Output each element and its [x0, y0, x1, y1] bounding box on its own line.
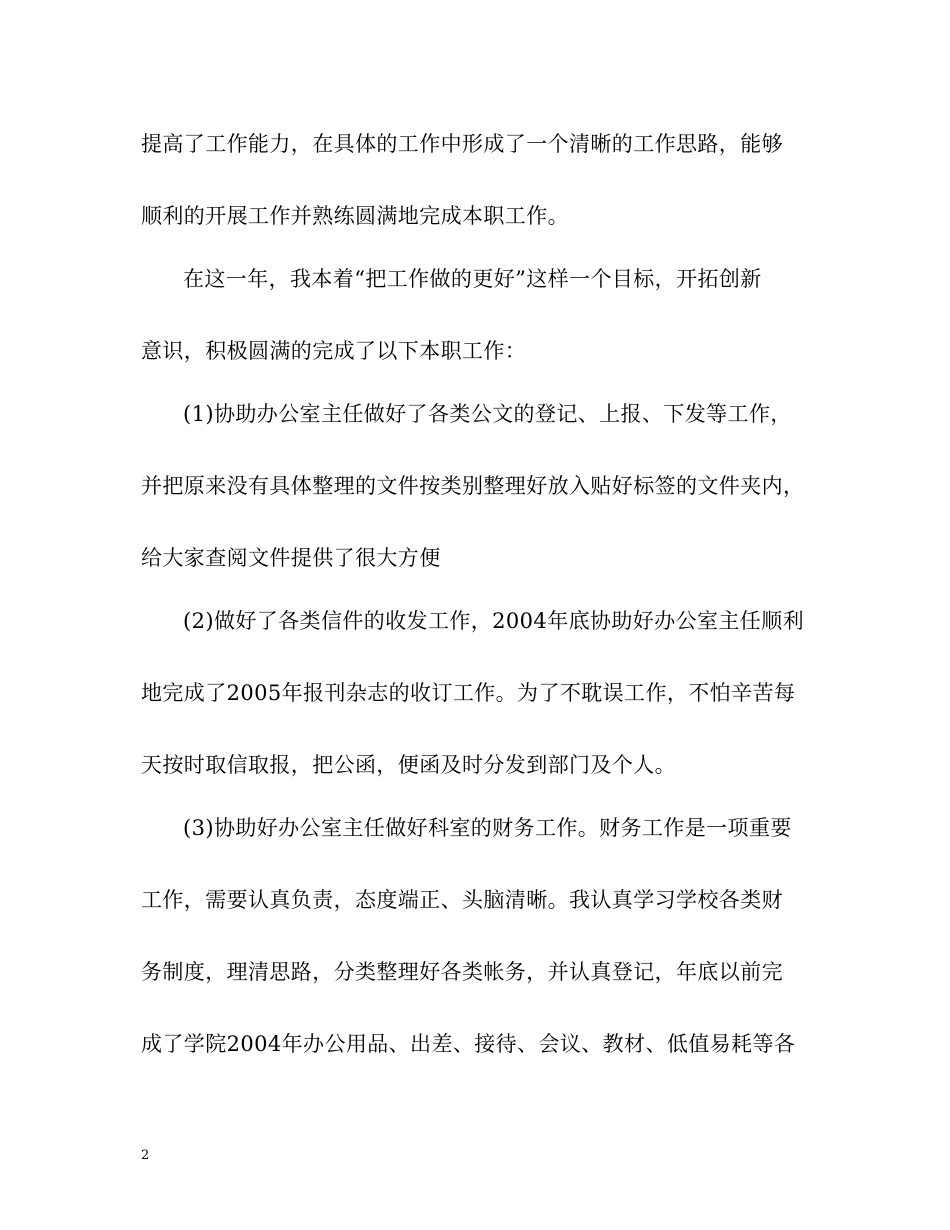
text-line-12: 工作，需要认真负责，态度端正、头脑清晰。我认真学习学校各类财 — [141, 888, 783, 912]
text-line-2: 顺利的开展工作并熟练圆满地完成本职工作。 — [141, 204, 569, 228]
text-line-6: 并把原来没有具体整理的文件按类别整理好放入贴好标签的文件夹内， — [141, 474, 805, 498]
text-line-8: (2)做好了各类信件的收发工作，2004年底协助好办公室主任顺利 — [183, 609, 804, 633]
text-line-9: 地完成了2005年报刊杂志的收订工作。为了不耽误工作，不怕辛苦每 — [141, 681, 796, 705]
text-line-5: (1)协助办公室主任做好了各类公文的登记、上报、下发等工作， — [183, 402, 792, 426]
text-line-14: 成了学院2004年办公用品、出差、接待、会议、教材、低值易耗等各 — [141, 1032, 796, 1056]
text-line-11: (3)协助好办公室主任做好科室的财务工作。财务工作是一项重要 — [183, 816, 792, 840]
text-line-10: 天按时取信取报，把公函，便函及时分发到部门及个人。 — [141, 753, 676, 777]
page-number: 2 — [141, 1148, 150, 1163]
text-line-13: 务制度，理清思路，分类整理好各类帐务，并认真登记，年底以前完 — [141, 960, 783, 984]
text-line-4: 意识，积极圆满的完成了以下本职工作： — [141, 339, 527, 363]
text-line-7: 给大家查阅文件提供了很大方便 — [141, 546, 441, 570]
text-line-3: 在这一年，我本着“把工作做的更好”这样一个目标，开拓创新 — [183, 267, 762, 291]
text-line-1: 提高了工作能力，在具体的工作中形成了一个清晰的工作思路，能够 — [141, 132, 783, 156]
